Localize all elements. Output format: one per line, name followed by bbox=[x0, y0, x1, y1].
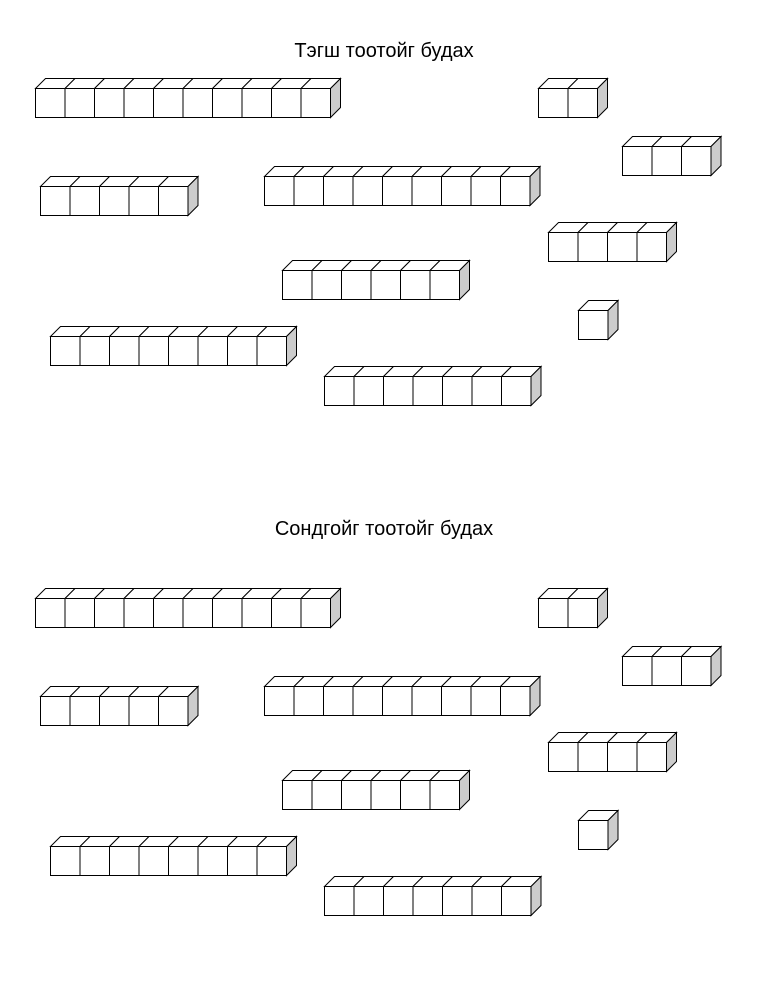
cube-row bbox=[538, 588, 609, 632]
cube-row bbox=[548, 222, 678, 266]
cube-row bbox=[324, 876, 543, 920]
cube-row bbox=[50, 836, 298, 880]
cube-row bbox=[264, 676, 542, 720]
cube-row bbox=[324, 366, 543, 410]
section-title-even: Тэгш тоотойг будах bbox=[294, 40, 474, 62]
section-title-odd: Сондгойг тоотойг будах bbox=[274, 518, 494, 540]
cube-row bbox=[282, 770, 471, 814]
cube-row bbox=[282, 260, 471, 304]
cube-row bbox=[622, 136, 723, 180]
cube-row bbox=[35, 78, 342, 122]
cube-row bbox=[264, 166, 542, 210]
cube-row bbox=[548, 732, 678, 776]
cube-row bbox=[35, 588, 342, 632]
cube-row bbox=[578, 810, 620, 854]
cube-row bbox=[578, 300, 620, 344]
cube-row bbox=[622, 646, 723, 690]
cube-row bbox=[40, 176, 200, 220]
cube-row bbox=[40, 686, 200, 730]
cube-row bbox=[538, 78, 609, 122]
cube-row bbox=[50, 326, 298, 370]
